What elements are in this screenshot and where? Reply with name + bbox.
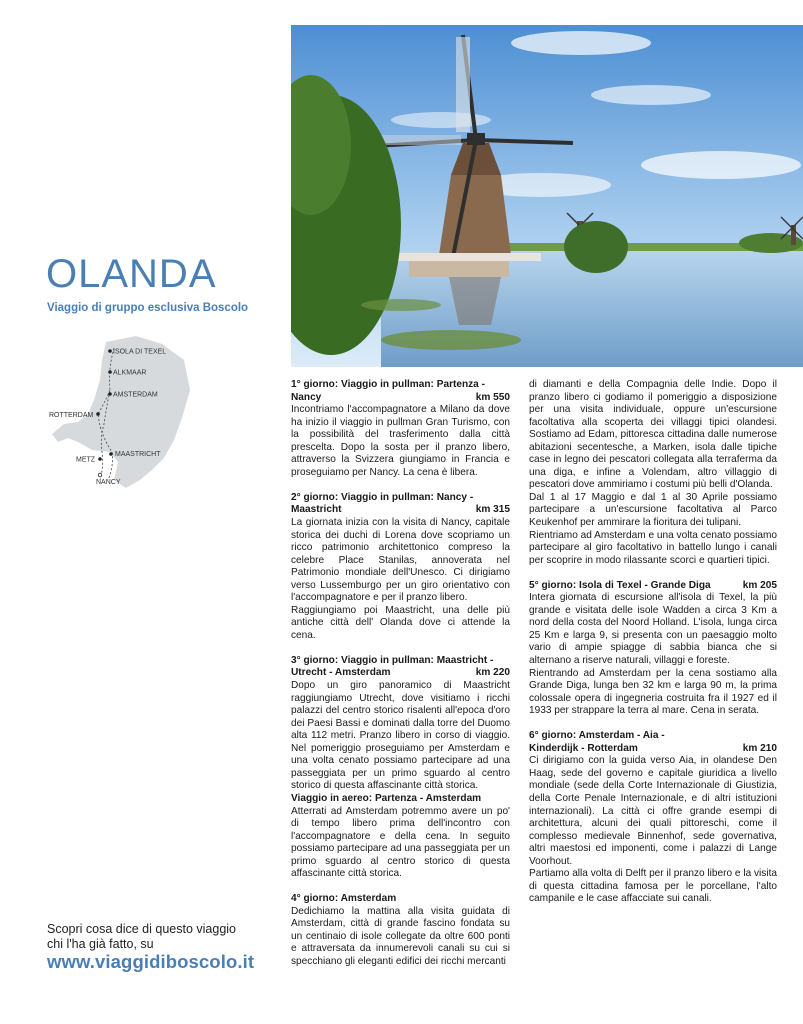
page-subtitle: Viaggio di gruppo esclusiva Boscolo (47, 302, 249, 314)
map-point-alkmaar (108, 370, 112, 374)
day6-distance: km 210 (742, 742, 777, 754)
day6-text-2: Partiamo alla volta di Delft per il pranzo libero e la visita di questa cittadina famosa per le porcellane, l'alto campanile e le case affacciate sui canali. (529, 868, 777, 905)
day1-route: Nancy (291, 391, 322, 403)
day5-heading (529, 580, 777, 593)
day1-text: Incontriamo l'accompagnatore a Milano da dove ha inizio il viaggio in pullman Gran Turismo, con la possibilità del trasferimento dalla città prescelta. Dopo la sosta per il pranzo libero, attraverso la Svizzera giungiamo in Francia e proseguiamo per Nancy. La cena è libera. (291, 404, 510, 478)
map-label-metz: METZ (76, 456, 96, 464)
day6-heading (529, 730, 777, 755)
map-label-amsterdam: AMSTERDAM (113, 391, 158, 399)
day4-text-3: Rientriamo ad Amsterdam e una volta cenato possiamo partecipare al giro facoltativo in battello lungo i canali per scoprire in modo rilassante scorci e quartieri tipici. (529, 529, 777, 566)
day4-heading: 4° giorno: Amsterdam (291, 893, 397, 905)
day3-heading (291, 655, 510, 680)
website-link[interactable]: www.viaggidiboscolo.it (47, 951, 255, 972)
day5-title: 5° giorno: Isola di Texel - Grande Diga (529, 579, 711, 591)
day6-text: Ci dirigiamo con la guida verso Aia, in olandese Den Haag, sede del governo e capitale giuridica a livello mondiale (sede della Corte Internazionale di Giustizia, della Corte Penale Internazionale, e di altri istituzioni internazionali). La città ci offre grande esempi di architettura, alcuni dei quali pittoreschi, come il complesso medievale Binnenhof, sede governativa, altri maestosi ed imponenti, come i palazzi di Lange Voorhout. (529, 755, 777, 867)
promo-text (47, 922, 236, 952)
day4-text: Dedichiamo la mattina alla visita guidata di Amsterdam, città di grande fascino fondata su un centinaio di isole collegate da oltre 600 ponti e attraversata da innumerevoli canali su cui si specchiano gli eleganti edifici dei ricchi mercanti (291, 905, 510, 968)
day3-distance: km 220 (475, 667, 510, 679)
promo-line-1: Scopri cosa dice di questo viaggio (47, 922, 237, 936)
day3-route: Utrecht - Amsterdam (291, 667, 391, 679)
page-title: OLANDA (46, 252, 217, 296)
map-label-alkmaar: ALKMAAR (113, 369, 147, 377)
map-point-rotterdam (96, 412, 100, 416)
day2-heading (291, 492, 510, 517)
itinerary-column-2 (529, 379, 777, 906)
promo-line-2: chi l'ha già fatto, su (47, 937, 154, 951)
map-point-maastricht (109, 452, 113, 456)
day5-text: Intera giornata di escursione all'isola di Texel, la più grande e visitata delle isole Wadden a circa 3 Km a nord della costa del Noord Holland. L'isola, lunga circa 25 Km e larga 9, si presenta con un paesaggio molto vario di ampie spiagge di sabbia bianca che si alternano a riserve naturali, villaggi e foreste. (529, 592, 777, 666)
day1-distance: km 550 (475, 391, 510, 403)
itinerary-column-1 (291, 379, 510, 969)
map-point-nancy (98, 473, 102, 477)
map-label-nancy: NANCY (96, 479, 121, 486)
day5-distance: km 205 (742, 579, 777, 591)
day2-route: Maastricht (291, 504, 342, 516)
day2-text-2: Raggiungiamo poi Maastricht, una delle più antiche città dell' Olanda dove ci attende la cena. (291, 604, 510, 641)
day6-route: Kinderdijk - Rotterdam (529, 742, 638, 754)
day4-text-cont: di diamanti e della Compagnia delle Indie. Dopo il pranzo libero ci godiamo il pomeriggio a disposizione per una visita individuale, oppure un'escursione facoltativa alla scoperta dei villaggi tipici olandesi. Sostiamo ad Edam, pittoresca cittadina dalle numerose abitazioni secentesche, a Marken, isola dalle tipiche case in legno dei pescatori collegata alla terraferma da una diga, e infine a Volendam, altro villaggio di pescatori dove ammiriamo i costumi più belli d'Olanda. (529, 379, 777, 491)
map-label-texel: ISOLA DI TEXEL (113, 348, 167, 356)
day1-route-row (291, 392, 510, 405)
day2-title: 2° giorno: Viaggio in pullman: Nancy - (291, 491, 474, 503)
day3-route-row (291, 667, 510, 680)
day6-title: 6° giorno: Amsterdam - Aia - (529, 730, 665, 742)
day2-distance: km 315 (475, 504, 510, 516)
day1-heading (291, 379, 510, 404)
day3-air-text: Atterrati ad Amsterdam potremmo avere un po' di tempo libero prima dell'incontro con l'accompagnatore e della cena. In seguito possiamo partecipare ad una passeggiata per un primo sguardo al centro storico di questa affascinante città storica. (291, 805, 510, 880)
day1-title: 1° giorno: Viaggio in pullman: Partenza - (291, 379, 485, 390)
map-point-texel (108, 349, 112, 353)
map-point-amsterdam (108, 392, 112, 396)
day3-air-heading: Viaggio in aereo: Partenza - Amsterdam (291, 792, 482, 804)
day5-text-2: Rientrando ad Amsterdam per la cena sostiamo alla Grande Diga, lunga ben 32 km e larga 90 m, la prima colossale opera di ingegneria costruita fra il 1927 ed il 1933 per strappare la terra al mare. Cena in serata. (529, 667, 777, 717)
windmill-photo (291, 25, 803, 367)
day3-text: Dopo un giro panoramico di Maastricht raggiungiamo Utrecht, dove visitiamo i ricchi palazzi del centro storico risalenti all'epoca d'oro dei Paesi Bassi e dominati dalla torre del Duomo alta 112 metri. Pranzo libero in corso di viaggio. Nel pomeriggio proseguiamo per Amsterdam e una volta cenato possiamo partecipare ad una passeggiata per un primo sguardo al centro storico di questa affascinante città storica. (291, 680, 510, 792)
map-point-metz (98, 457, 102, 461)
day2-text: La giornata inizia con la visita di Nancy, capitale storica dei duchi di Lorena dove scopriamo un ricco patrimonio architettonico compreso la celebre Place Stanilas, annoverata nel Patrimonio mondiale dell'Unesco. Ci dirigiamo verso Lussemburgo per un giro orientativo con l'accompagnatore e per il pranzo libero. (291, 516, 510, 604)
map-label-rotterdam: ROTTERDAM (49, 412, 94, 419)
day2-route-row (291, 504, 510, 517)
map-label-maastricht: MAASTRICHT (115, 451, 161, 458)
route-map (44, 330, 204, 495)
day6-route-row (529, 743, 777, 756)
day4-text-2: Dal 1 al 17 Maggio e dal 1 al 30 Aprile possiamo partecipare a un'escursione facoltativa al Parco Keukenhof per ammirare la fioritura dei tulipani. (529, 491, 777, 529)
day3-title: 3° giorno: Viaggio in pullman: Maastricht - (291, 654, 494, 666)
